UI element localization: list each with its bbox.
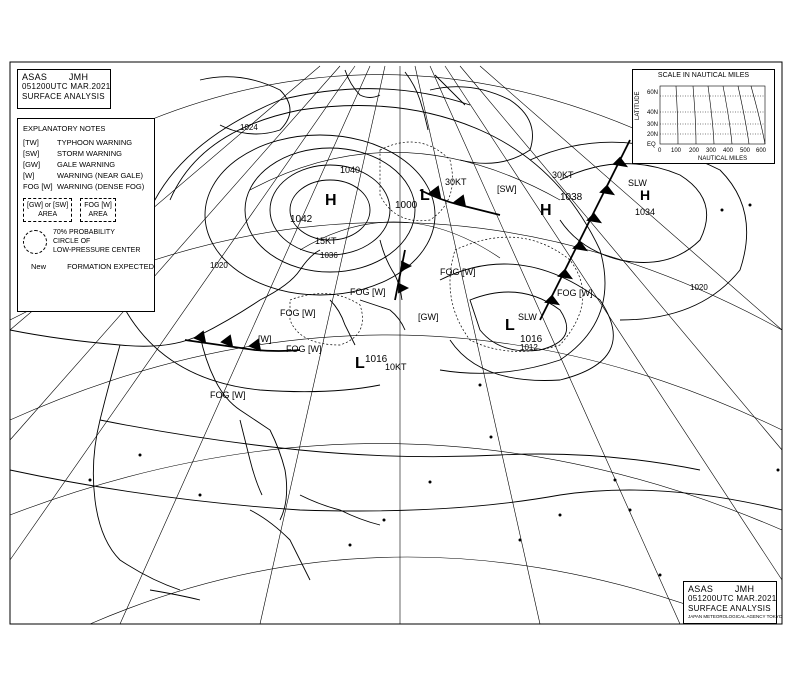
new-legend: New FORMATION EXPECTED: [31, 262, 155, 271]
notes-title: EXPLANATORY NOTES: [23, 124, 106, 133]
high-motion-label-east: 30KT: [552, 170, 574, 180]
footer-org: JMH: [734, 584, 755, 594]
high-symbol: H: [325, 192, 337, 209]
low-pressure-label-south: 1016: [520, 334, 543, 345]
svg-text:200: 200: [689, 148, 700, 154]
low-symbol-south: L: [505, 317, 515, 334]
svg-text:1024: 1024: [240, 123, 258, 132]
svg-text:500: 500: [740, 148, 751, 154]
svg-text:1012: 1012: [520, 343, 538, 352]
header-org: JMH: [68, 72, 89, 82]
svg-text:FOG [W]: FOG [W]: [350, 287, 386, 297]
svg-text:60N: 60N: [647, 90, 659, 96]
svg-text:40N: 40N: [647, 110, 659, 116]
footer-issuer: JAPAN METEOROLOGICAL AGENCY TOKYO: [688, 614, 783, 619]
header-title: SURFACE ANALYSIS: [22, 92, 105, 101]
footer-agency: ASAS: [688, 584, 714, 594]
svg-text:[SW]: [SW]: [497, 184, 517, 194]
svg-text:FOG [W]: FOG [W]: [557, 288, 593, 298]
scale-title: SCALE IN NAUTICAL MILES: [657, 72, 750, 79]
low-pressure-label: 1000: [395, 200, 418, 211]
low-motion-label-center: 10KT: [385, 362, 407, 372]
svg-text:1020: 1020: [210, 261, 228, 270]
high-motion-label-far-east: SLW: [628, 178, 647, 188]
probability-circle-icon: [23, 230, 47, 254]
high-pressure-label-far-east: 1034: [635, 207, 656, 217]
svg-text:FOG [W]: FOG [W]: [440, 267, 476, 277]
high-pressure-label-east: 1038: [560, 192, 583, 203]
area-examples: [23, 198, 149, 222]
svg-text:0: 0: [658, 148, 662, 154]
scale-xlabel: NAUTICAL MILES: [698, 156, 748, 162]
high-symbol-far-east: H: [640, 187, 651, 203]
probability-legend: 70% PROBABILITY CIRCLE OF LOW-PRESSURE CENTER: [23, 228, 149, 255]
svg-text:300: 300: [706, 148, 717, 154]
svg-text:EQ: EQ: [647, 142, 656, 148]
svg-text:400: 400: [723, 148, 734, 154]
svg-text:20N: 20N: [647, 132, 659, 138]
note-item: [TW] TYPHOON WARNING: [23, 138, 133, 147]
low-pressure-label-center: 1016: [365, 354, 388, 365]
explanatory-notes: [17, 118, 155, 312]
svg-text:1036: 1036: [320, 251, 338, 260]
svg-text:FOG [W]: FOG [W]: [286, 344, 322, 354]
note-item: [SW] STORM WARNING: [23, 149, 122, 158]
header-box-topleft: [17, 69, 111, 109]
svg-text:30N: 30N: [647, 122, 659, 128]
low-symbol: L: [420, 187, 430, 204]
scale-graph: [633, 82, 774, 162]
low-symbol-center: L: [355, 355, 365, 372]
low-motion-label-south: SLW: [518, 312, 537, 322]
fog-area-example: FOG [W] AREA: [80, 198, 116, 222]
header-box-bottomright: [683, 581, 783, 624]
high-symbol-east: H: [540, 202, 552, 219]
scale-panel: [632, 69, 775, 164]
header-agency: ASAS: [22, 72, 48, 82]
header-datetime: 051200UTC MAR.2021: [22, 82, 111, 91]
svg-text:1020: 1020: [690, 283, 708, 292]
high-motion-label: 15KT: [315, 236, 337, 246]
gw-sw-area-example: [GW] or [SW] AREA: [23, 198, 72, 222]
svg-text:FOG [W]: FOG [W]: [210, 390, 246, 400]
high-pressure-label: 1042: [290, 214, 313, 225]
footer-title: SURFACE ANALYSIS: [688, 604, 771, 613]
low-motion-label: 30KT: [445, 177, 467, 187]
scale-ylabel: LATITUDE: [635, 91, 641, 120]
svg-text:100: 100: [671, 148, 682, 154]
svg-text:[W]: [W]: [258, 334, 272, 344]
footer-datetime: 051200UTC MAR.2021: [688, 594, 777, 603]
svg-text:[GW]: [GW]: [418, 312, 439, 322]
svg-text:600: 600: [756, 148, 767, 154]
note-item: [GW] GALE WARNING: [23, 160, 116, 169]
note-item: FOG [W] WARNING (DENSE FOG): [23, 182, 145, 191]
high-pressure-label-north: 1040: [340, 165, 361, 175]
note-item: [W] WARNING (NEAR GALE): [23, 171, 143, 180]
svg-text:FOG [W]: FOG [W]: [280, 308, 316, 318]
